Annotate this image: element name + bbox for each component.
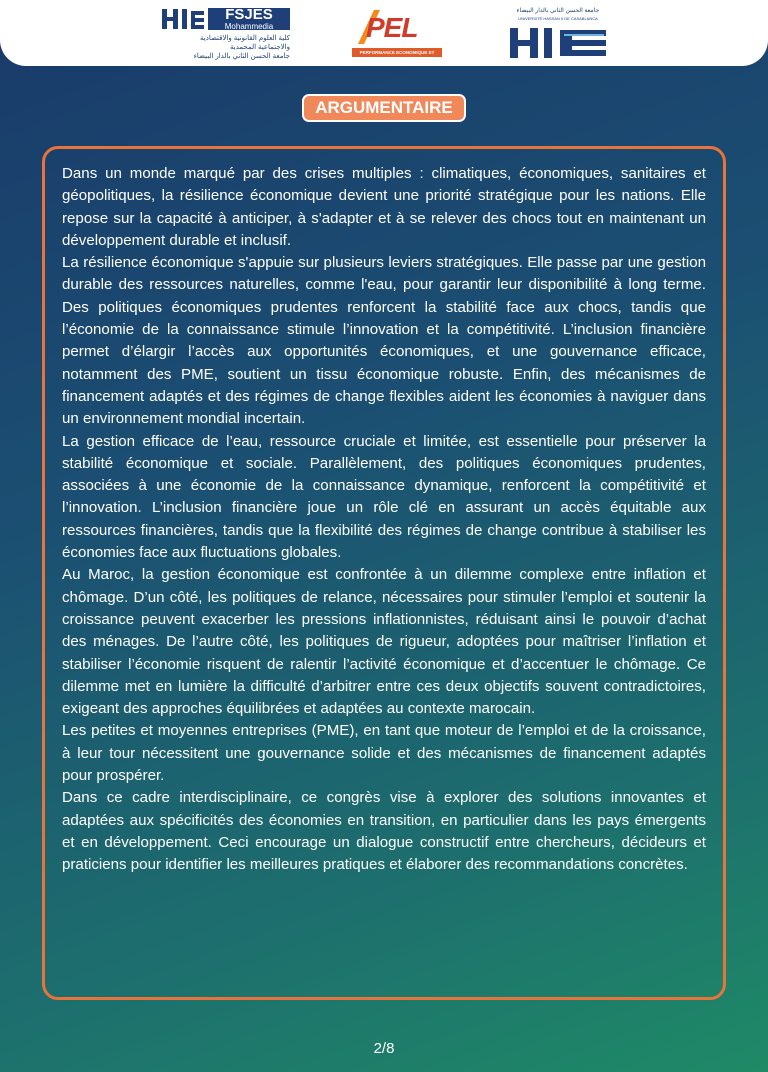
fsjes-arabic-line: والاجتماعية المحمدية: [230, 44, 290, 51]
uh2c-monogram-icon: [504, 24, 612, 60]
pel-logo: [352, 6, 442, 64]
paragraph: La gestion efficace de l’eau, ressource cruciale et limitée, est essentielle pour préserver la stabilité économique et sociale. Parallèlement, des politiques économiques prudentes, associées à une économie de la connaissance dynamique, renforcent la compétitivité et l’innovation. L’inclusion financière joue un rôle clé en assurant un accès équitable aux ressources financières, tandis que la flexibilité des régimes de change contribue à stabiliser les économies face aux fluctuations globales.: [62, 432, 706, 562]
argumentaire-text-box: [42, 146, 726, 1000]
fsjes-logo: [160, 6, 292, 62]
fsjes-arabic-line: كلية العلوم القانونية والاقتصادية: [200, 35, 290, 42]
paragraph: Dans ce cadre interdisciplinaire, ce congrès vise à explorer des solutions innovantes et adaptées aux spécificités des économies en transition, en particulier dans les pays émergents et en développement. Ceci encourage un dialogue constructif entre chercheurs, décideurs et praticiens pour identifier les meilleures pratiques et élaborer des recommandations concrètes.: [62, 789, 706, 874]
fsjes-city: Mohammedia: [224, 22, 274, 31]
uh2c-logo: [504, 8, 612, 60]
paragraph: La résilience économique s'appuie sur plusieurs leviers stratégiques. Elle passe par une gestion durable des ressources naturelles, comme l'eau, pour garantir leur disponibilité à long terme. Des politiques économiques prudentes renforcent la stabilité face aux chocs, tandis que l’économie de la connaissance stimule l’innovation et la compétitivité. L’inclusion financière permet d’élargir l’accès aux opportunités économiques, et une gouvernance efficace, notamment des PME, soutient un tissu économique robuste. Enfin, des mécanismes de financement adaptés et des régimes de change flexibles aident les économies à naviguer dans un environnement mondial incertain.: [62, 254, 706, 428]
paragraph: Au Maroc, la gestion économique est confrontée à un dilemme complexe entre inflation et chômage. D’un côté, les politiques de relance, nécessaires pour stimuler l’emploi et soutenir la croissance peuvent exacerber les pressions inflationnistes, réduisant ainsi le pouvoir d’achat des ménages. De l’autre côté, les politiques de rigueur, adoptées pour maîtriser l’inflation et stabiliser l’économie risquent de ralentir l’activité économique et d’accentuer le chômage. Ce dilemme met en lumière la difficulté d’arbitrer entre ces deux objectifs souvent contradictoires, exigeant des approches équilibrées et adaptées au contexte marocain.: [62, 566, 706, 718]
header-bar: [0, 0, 768, 66]
uh2c-emblem-icon: [160, 6, 206, 32]
page-number: 2/8: [373, 1040, 395, 1057]
uh2c-latin-name: UNIVERSITÉ HASSAN II DE CASABLANCA: [518, 16, 598, 21]
pel-wordmark: PEL: [366, 12, 418, 43]
pel-tagline: PERFORMANCE ECONOMIQUE ET LOGISTIQUE: [352, 48, 442, 57]
fsjes-name: FSJES: [225, 6, 273, 23]
paragraph: Dans un monde marqué par des crises multiples : climatiques, économiques, sanitaires et géopolitiques, la résilience économique devient une priorité stratégique pour les nations. Elle repose sur la capacité à anticiper, à s'adapter et à se relever des chocs tout en maintenant un développement durable et inclusif.: [62, 165, 706, 249]
fsjes-arabic-line: جامعة الحسن الثاني بالدار البيضاء: [193, 53, 290, 60]
section-title-badge: ARGUMENTAIRE: [302, 94, 466, 122]
fsjes-arabic-name: [160, 34, 290, 61]
paragraph: Les petites et moyennes entreprises (PME), en tant que moteur de l’emploi et de la croissance, à leur tour nécessitent une gouvernance solide et des mécanismes de financement adaptés pour prospérer.: [62, 722, 706, 785]
uh2c-arabic-name: جامعة الحسن الثاني بالدار البيضاء: [516, 8, 600, 14]
fsjes-wordmark: [208, 8, 290, 30]
